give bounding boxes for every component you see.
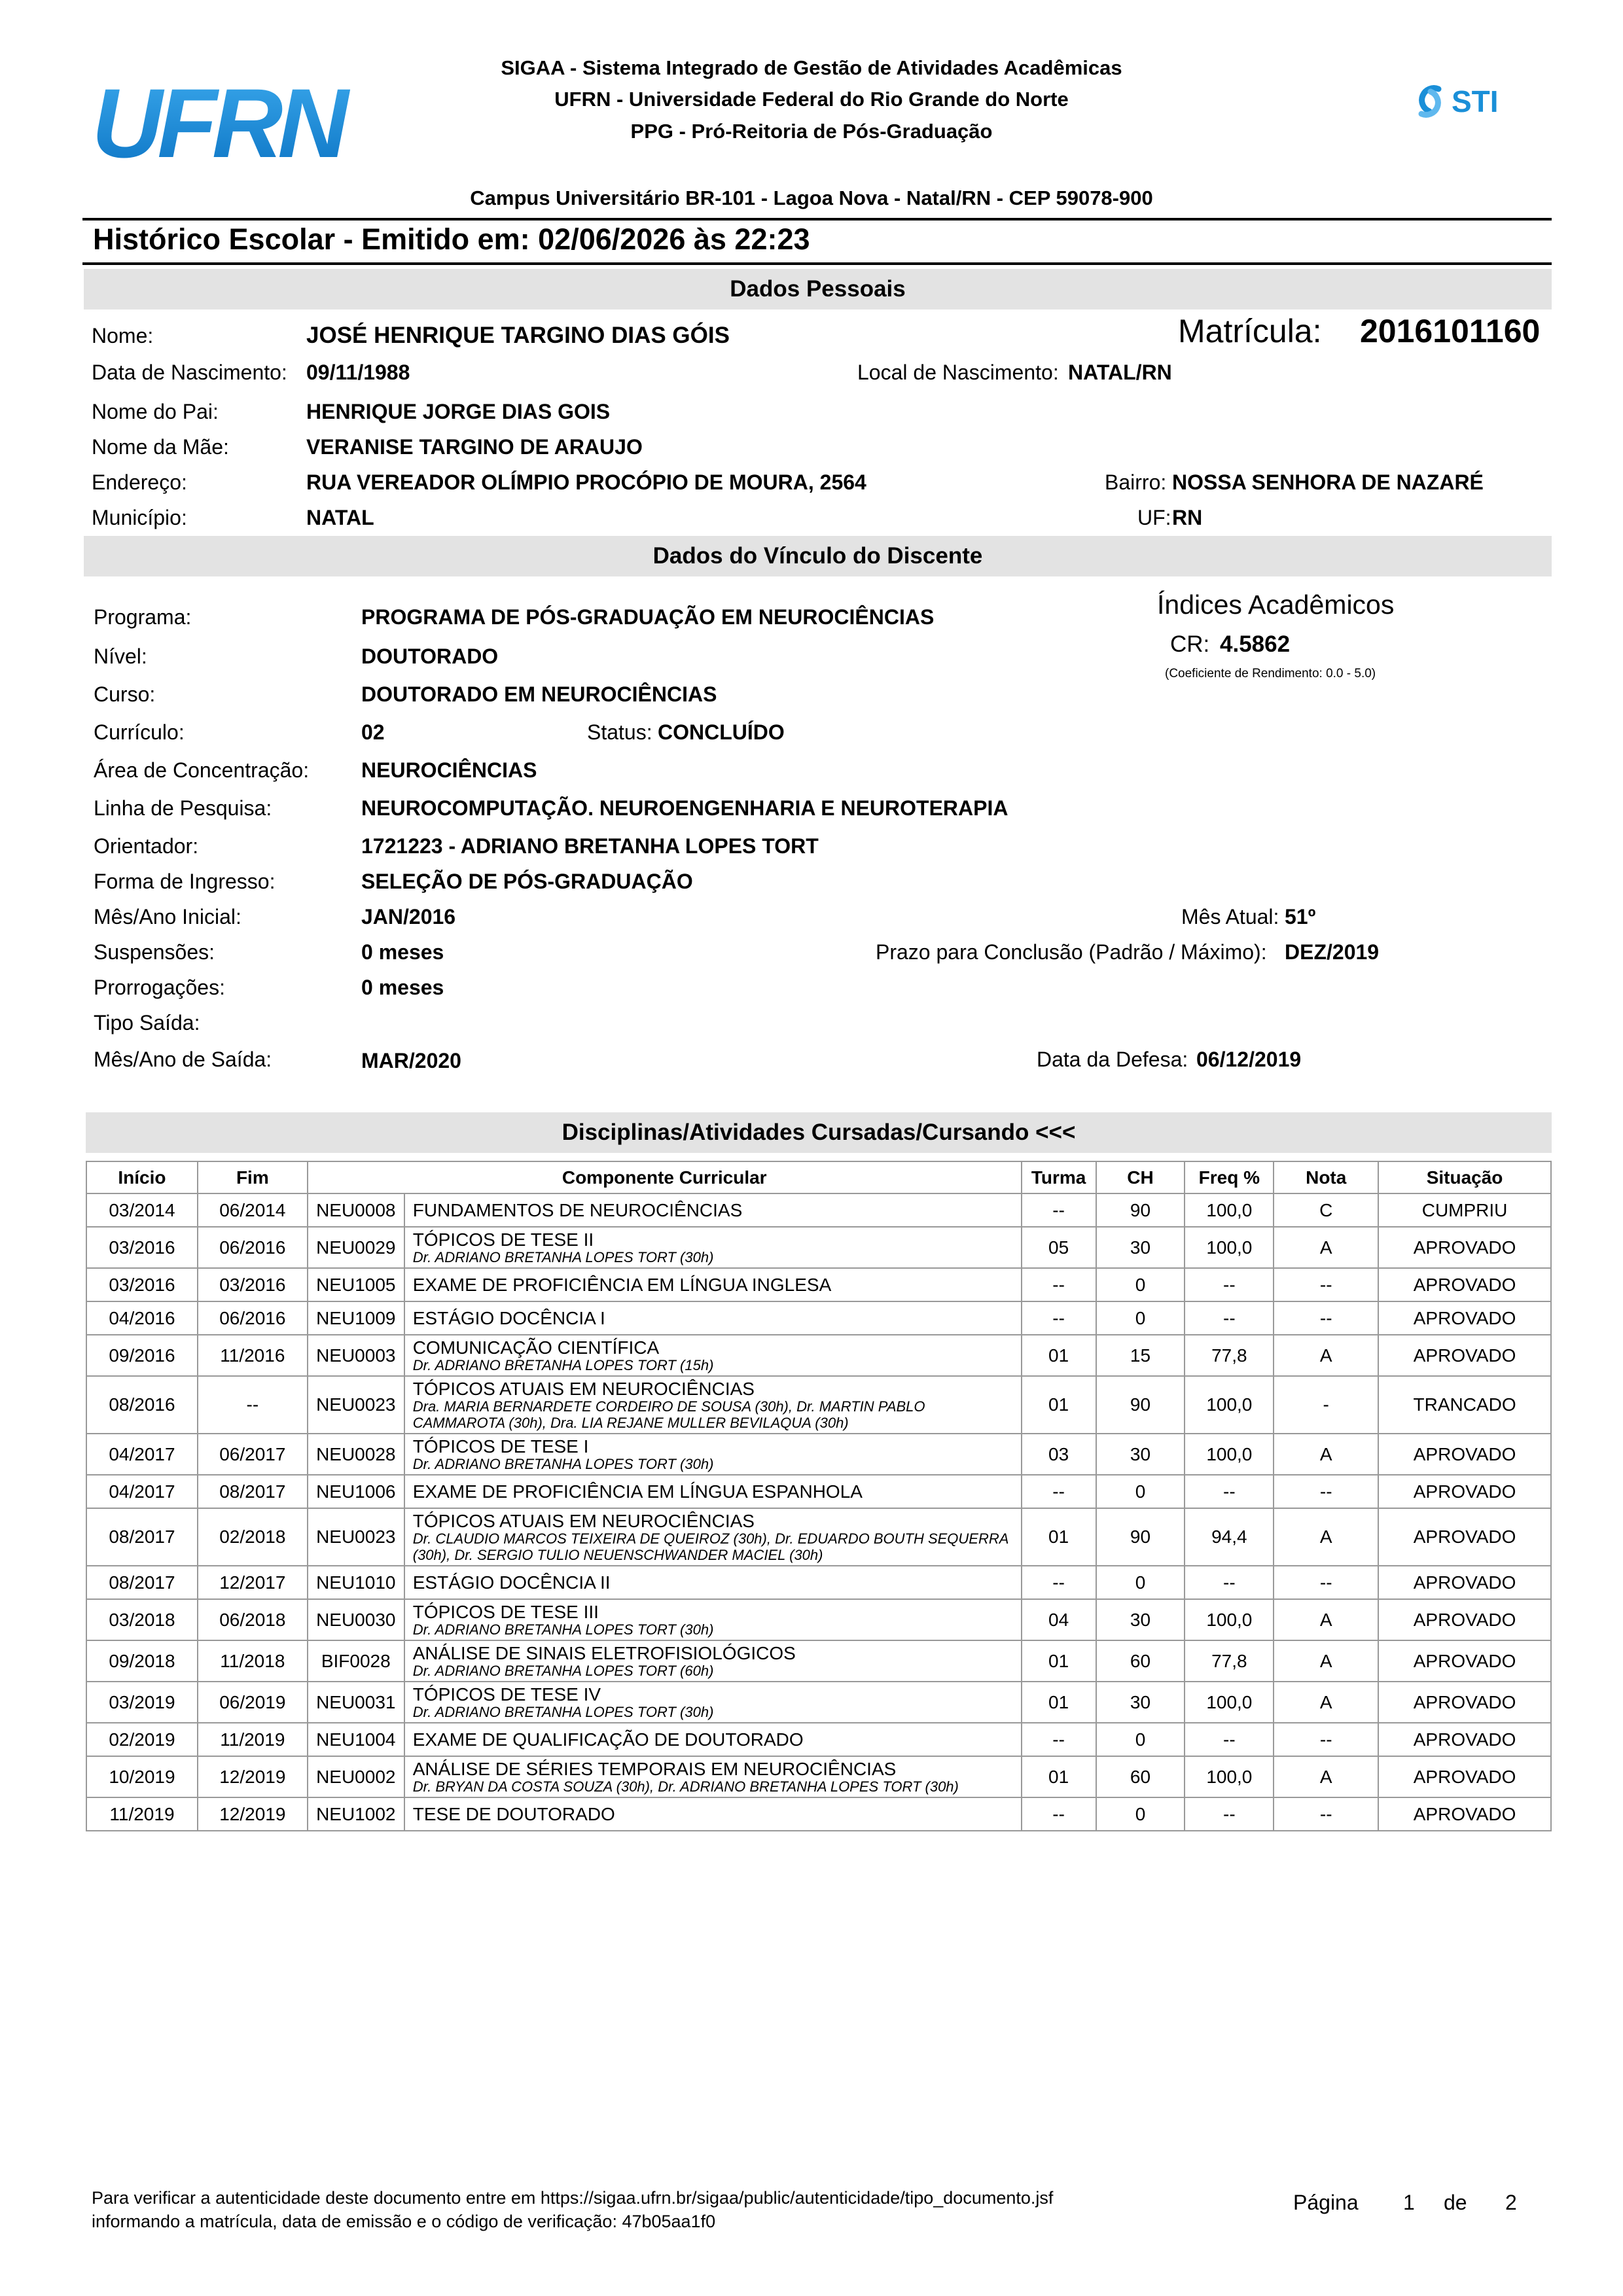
course-code: NEU1002 [308, 1797, 404, 1831]
course-component [404, 1475, 1022, 1508]
col-header-grade: Nota [1274, 1161, 1378, 1193]
course-label: Curso: [94, 682, 156, 706]
table-row [86, 1797, 1551, 1831]
start-date-value: JAN/2016 [361, 905, 456, 928]
course-code: NEU0029 [308, 1227, 404, 1268]
section-courses: Disciplinas/Atividades Cursadas/Cursando <<< [86, 1112, 1552, 1153]
course-grade: A [1274, 1756, 1378, 1797]
header-divider [82, 218, 1552, 221]
table-row [86, 1227, 1551, 1268]
course-attendance: -- [1185, 1475, 1274, 1508]
course-class: 01 [1022, 1640, 1096, 1682]
course-class: -- [1022, 1301, 1096, 1335]
course-class: -- [1022, 1193, 1096, 1227]
col-header-start: Início [86, 1161, 198, 1193]
course-hours: 0 [1096, 1797, 1185, 1831]
course-situation: APROVADO [1378, 1756, 1551, 1797]
page-label: Página [1293, 2191, 1359, 2214]
course-attendance: -- [1185, 1268, 1274, 1301]
course-situation: APROVADO [1378, 1682, 1551, 1723]
course-attendance: 100,0 [1185, 1376, 1274, 1434]
course-end: 12/2017 [198, 1566, 308, 1599]
course-hours: 0 [1096, 1301, 1185, 1335]
header-university-name: UFRN - Universidade Federal do Rio Grande do Norte [554, 88, 1069, 111]
course-name: ESTÁGIO DOCÊNCIA I [412, 1308, 605, 1328]
research-line-label: Linha de Pesquisa: [94, 796, 272, 820]
course-teachers: Dr. ADRIANO BRETANHA LOPES TORT (30h) [412, 1248, 714, 1265]
level-label: Nível: [94, 645, 147, 668]
suspensions-label: Suspensões: [94, 940, 215, 964]
admission-label: Forma de Ingresso: [94, 870, 276, 893]
course-class: -- [1022, 1268, 1096, 1301]
cr-value: 4.5862 [1220, 631, 1291, 657]
table-row [86, 1640, 1551, 1682]
course-hours: 0 [1096, 1566, 1185, 1599]
course-attendance: 77,8 [1185, 1335, 1274, 1376]
course-component [404, 1566, 1022, 1599]
course-start: 04/2017 [86, 1434, 198, 1475]
mother-name: VERANISE TARGINO DE ARAUJO [306, 435, 643, 459]
course-teachers: Dr. ADRIANO BRETANHA LOPES TORT (30h) [412, 1621, 714, 1638]
col-header-end: Fim [198, 1161, 308, 1193]
student-name: JOSÉ HENRIQUE TARGINO DIAS GÓIS [306, 323, 730, 348]
course-attendance: 100,0 [1185, 1756, 1274, 1797]
course-grade: A [1274, 1640, 1378, 1682]
course-name: FUNDAMENTOS DE NEUROCIÊNCIAS [412, 1200, 743, 1220]
course-start: 02/2019 [86, 1723, 198, 1756]
current-month-label: Mês Atual: [1181, 905, 1279, 928]
col-header-component: Componente Curricular [308, 1161, 1022, 1193]
exit-date-label: Mês/Ano de Saída: [94, 1048, 272, 1071]
cr-label: CR: [1170, 631, 1210, 657]
course-code: NEU1005 [308, 1268, 404, 1301]
table-row [86, 1434, 1551, 1475]
course-start: 09/2016 [86, 1335, 198, 1376]
course-grade: -- [1274, 1566, 1378, 1599]
course-attendance: 94,4 [1185, 1508, 1274, 1566]
course-component [404, 1640, 1022, 1682]
course-component [404, 1335, 1022, 1376]
extensions-label: Prorrogações: [94, 976, 225, 999]
course-hours: 30 [1096, 1227, 1185, 1268]
cr-note: (Coeficiente de Rendimento: 0.0 - 5.0) [1165, 667, 1376, 680]
course-hours: 15 [1096, 1335, 1185, 1376]
course-component [404, 1723, 1022, 1756]
extensions-value: 0 meses [361, 976, 444, 999]
page-of-label: de [1444, 2191, 1467, 2214]
course-code: BIF0028 [308, 1640, 404, 1682]
concentration-area-value: NEUROCIÊNCIAS [361, 758, 537, 782]
course-component [404, 1599, 1022, 1640]
address-value: RUA VEREADOR OLÍMPIO PROCÓPIO DE MOURA, 2564 [306, 470, 866, 494]
course-name: ANÁLISE DE SÉRIES TEMPORAIS EM NEUROCIÊNCIAS [412, 1758, 897, 1779]
table-row [86, 1301, 1551, 1335]
course-name: TÓPICOS DE TESE II [412, 1229, 594, 1250]
course-grade: A [1274, 1227, 1378, 1268]
course-code: NEU0030 [308, 1599, 404, 1640]
verification-line-2: informando a matrícula, data de emissão e o código de verificação: 47b05aa1f0 [92, 2212, 716, 2231]
course-start: 09/2018 [86, 1640, 198, 1682]
course-teachers: Dr. ADRIANO BRETANHA LOPES TORT (30h) [412, 1703, 714, 1720]
status-value: CONCLUÍDO [658, 720, 785, 744]
course-name: TÓPICOS DE TESE IV [412, 1684, 601, 1704]
father-label: Nome do Pai: [92, 400, 219, 423]
course-class: 01 [1022, 1376, 1096, 1434]
concentration-area-label: Área de Concentração: [94, 758, 310, 782]
academic-indices-title: Índices Acadêmicos [1157, 590, 1395, 620]
course-teachers: Dr. CLAUDIO MARCOS TEIXEIRA DE QUEIROZ (30h), Dr. EDUARDO BOUTH SEQUERRA (30h), Dr. SERGIO TULIO NEUENSCHWANDER MACIEL (30h) [412, 1530, 1008, 1563]
course-component [404, 1508, 1022, 1566]
table-row [86, 1475, 1551, 1508]
course-grade: -- [1274, 1268, 1378, 1301]
father-name: HENRIQUE JORGE DIAS GOIS [306, 400, 611, 423]
state-label: UF: [1137, 506, 1171, 529]
course-class: 04 [1022, 1599, 1096, 1640]
birth-date-label: Data de Nascimento: [92, 361, 287, 384]
course-class: 03 [1022, 1434, 1096, 1475]
course-start: 08/2017 [86, 1566, 198, 1599]
course-class: 01 [1022, 1682, 1096, 1723]
name-label: Nome: [92, 324, 154, 347]
course-component [404, 1756, 1022, 1797]
course-situation: APROVADO [1378, 1301, 1551, 1335]
course-component [404, 1376, 1022, 1434]
page-number: 1 [1403, 2191, 1415, 2214]
course-end: 11/2016 [198, 1335, 308, 1376]
course-start: 10/2019 [86, 1756, 198, 1797]
course-situation: APROVADO [1378, 1434, 1551, 1475]
status-label: Status: [587, 720, 652, 744]
course-teachers: Dr. ADRIANO BRETANHA LOPES TORT (60h) [412, 1662, 714, 1679]
course-class: -- [1022, 1723, 1096, 1756]
course-hours: 60 [1096, 1640, 1185, 1682]
course-grade: -- [1274, 1475, 1378, 1508]
course-hours: 90 [1096, 1193, 1185, 1227]
course-situation: APROVADO [1378, 1335, 1551, 1376]
research-line-value: NEUROCOMPUTAÇÃO. NEUROENGENHARIA E NEUROTERAPIA [361, 796, 1008, 820]
course-attendance: 100,0 [1185, 1599, 1274, 1640]
admission-value: SELEÇÃO DE PÓS-GRADUAÇÃO [361, 870, 693, 893]
course-start: 03/2018 [86, 1599, 198, 1640]
course-start: 04/2017 [86, 1475, 198, 1508]
course-name: EXAME DE PROFICIÊNCIA EM LÍNGUA ESPANHOLA [412, 1481, 863, 1502]
course-name: ANÁLISE DE SINAIS ELETROFISIOLÓGICOS [412, 1642, 796, 1663]
curriculum-label: Currículo: [94, 720, 185, 744]
course-name: EXAME DE PROFICIÊNCIA EM LÍNGUA INGLESA [412, 1275, 832, 1295]
defense-date-label: Data da Defesa: [1037, 1048, 1188, 1071]
city-value: NATAL [306, 506, 374, 529]
course-hours: 30 [1096, 1682, 1185, 1723]
course-end: 11/2018 [198, 1640, 308, 1682]
table-row [86, 1723, 1551, 1756]
col-header-attendance: Freq % [1185, 1161, 1274, 1193]
course-start: 08/2016 [86, 1376, 198, 1434]
course-situation: APROVADO [1378, 1640, 1551, 1682]
section-personal-data: Dados Pessoais [84, 269, 1552, 309]
course-component [404, 1227, 1022, 1268]
course-value: DOUTORADO EM NEUROCIÊNCIAS [361, 682, 717, 706]
table-row [86, 1268, 1551, 1301]
exit-type-label: Tipo Saída: [94, 1011, 200, 1034]
course-situation: TRANCADO [1378, 1376, 1551, 1434]
col-header-class: Turma [1022, 1161, 1096, 1193]
course-grade: - [1274, 1376, 1378, 1434]
course-start: 11/2019 [86, 1797, 198, 1831]
course-component [404, 1301, 1022, 1335]
course-class: -- [1022, 1475, 1096, 1508]
course-teachers: Dr. ADRIANO BRETANHA LOPES TORT (15h) [412, 1356, 714, 1373]
course-situation: APROVADO [1378, 1508, 1551, 1566]
course-situation: CUMPRIU [1378, 1193, 1551, 1227]
course-grade: -- [1274, 1797, 1378, 1831]
header-system-name: SIGAA - Sistema Integrado de Gestão de Atividades Acadêmicas [501, 56, 1122, 79]
course-start: 08/2017 [86, 1508, 198, 1566]
course-end: 12/2019 [198, 1797, 308, 1831]
course-teachers: Dr. BRYAN DA COSTA SOUZA (30h), Dr. ADRIANO BRETANHA LOPES TORT (30h) [412, 1778, 959, 1795]
course-hours: 90 [1096, 1376, 1185, 1434]
sti-logo-text: STI [1452, 84, 1499, 118]
course-start: 03/2016 [86, 1268, 198, 1301]
suspensions-value: 0 meses [361, 940, 444, 964]
matricula-label: Matrícula: [1178, 313, 1322, 349]
course-class: 01 [1022, 1335, 1096, 1376]
course-name: COMUNICAÇÃO CIENTÍFICA [412, 1337, 660, 1358]
course-hours: 30 [1096, 1434, 1185, 1475]
table-row [86, 1508, 1551, 1566]
course-hours: 0 [1096, 1723, 1185, 1756]
deadline-label: Prazo para Conclusão (Padrão / Máximo): [876, 940, 1267, 964]
course-start: 04/2016 [86, 1301, 198, 1335]
address-label: Endereço: [92, 470, 187, 494]
course-attendance: 100,0 [1185, 1434, 1274, 1475]
course-component [404, 1797, 1022, 1831]
document-title: Histórico Escolar - Emitido em: 02/06/2026 às 22:23 [93, 222, 810, 256]
course-code: NEU0023 [308, 1376, 404, 1434]
course-end: 06/2018 [198, 1599, 308, 1640]
course-hours: 90 [1096, 1508, 1185, 1566]
course-grade: A [1274, 1682, 1378, 1723]
course-end: 08/2017 [198, 1475, 308, 1508]
course-grade: A [1274, 1434, 1378, 1475]
birth-place-label: Local de Nascimento: [857, 361, 1059, 384]
course-attendance: 77,8 [1185, 1640, 1274, 1682]
course-end: 06/2016 [198, 1301, 308, 1335]
course-end: 06/2016 [198, 1227, 308, 1268]
table-row [86, 1756, 1551, 1797]
course-name: TÓPICOS DE TESE I [412, 1436, 589, 1457]
course-end: 12/2019 [198, 1756, 308, 1797]
verification-line-1: Para verificar a autenticidade deste documento entre em https://sigaa.ufrn.br/sigaa/public/autenticidade/tipo_documento.jsf [92, 2188, 1054, 2208]
birth-place-value: NATAL/RN [1068, 361, 1172, 384]
course-code: NEU1004 [308, 1723, 404, 1756]
course-situation: APROVADO [1378, 1723, 1551, 1756]
course-attendance: 100,0 [1185, 1227, 1274, 1268]
course-grade: -- [1274, 1301, 1378, 1335]
course-code: NEU0023 [308, 1508, 404, 1566]
program-value: PROGRAMA DE PÓS-GRADUAÇÃO EM NEUROCIÊNCIAS [361, 605, 935, 629]
curriculum-value: 02 [361, 720, 385, 744]
defense-date-value: 06/12/2019 [1196, 1048, 1302, 1071]
course-code: NEU0008 [308, 1193, 404, 1227]
course-situation: APROVADO [1378, 1797, 1551, 1831]
title-divider [82, 262, 1552, 265]
course-class: 01 [1022, 1508, 1096, 1566]
course-component [404, 1193, 1022, 1227]
start-date-label: Mês/Ano Inicial: [94, 905, 241, 928]
neighborhood-label: Bairro: [1105, 470, 1167, 494]
course-component [404, 1268, 1022, 1301]
course-attendance: -- [1185, 1797, 1274, 1831]
courses-table [86, 1161, 1552, 1831]
level-value: DOUTORADO [361, 645, 499, 668]
svg-text:UFRN: UFRN [92, 86, 344, 165]
course-name: ESTÁGIO DOCÊNCIA II [412, 1572, 611, 1593]
program-label: Programa: [94, 605, 192, 629]
course-situation: APROVADO [1378, 1475, 1551, 1508]
course-end: 03/2016 [198, 1268, 308, 1301]
course-code: NEU0028 [308, 1434, 404, 1475]
course-class: -- [1022, 1566, 1096, 1599]
course-name: TÓPICOS DE TESE III [412, 1601, 599, 1622]
course-situation: APROVADO [1378, 1566, 1551, 1599]
table-row [86, 1376, 1551, 1434]
course-attendance: -- [1185, 1301, 1274, 1335]
course-hours: 60 [1096, 1756, 1185, 1797]
table-header-row [86, 1161, 1551, 1193]
page-total: 2 [1505, 2191, 1517, 2214]
course-name: TÓPICOS ATUAIS EM NEUROCIÊNCIAS [412, 1510, 755, 1531]
course-end: -- [198, 1376, 308, 1434]
table-row [86, 1335, 1551, 1376]
course-attendance: 100,0 [1185, 1682, 1274, 1723]
sti-logo [1412, 82, 1499, 120]
deadline-value: DEZ/2019 [1285, 940, 1380, 964]
course-situation: APROVADO [1378, 1227, 1551, 1268]
course-attendance: -- [1185, 1566, 1274, 1599]
state-value: RN [1172, 506, 1203, 529]
course-name: EXAME DE QUALIFICAÇÃO DE DOUTORADO [412, 1729, 804, 1750]
course-end: 06/2017 [198, 1434, 308, 1475]
course-hours: 0 [1096, 1268, 1185, 1301]
table-row [86, 1566, 1551, 1599]
course-start: 03/2014 [86, 1193, 198, 1227]
sti-swirl-icon [1412, 82, 1446, 120]
course-start: 03/2016 [86, 1227, 198, 1268]
course-code: NEU0002 [308, 1756, 404, 1797]
course-situation: APROVADO [1378, 1268, 1551, 1301]
course-component [404, 1682, 1022, 1723]
current-month-value: 51º [1285, 905, 1316, 928]
course-grade: -- [1274, 1723, 1378, 1756]
section-enrollment-data: Dados do Vínculo do Discente [84, 536, 1552, 576]
advisor-label: Orientador: [94, 834, 199, 858]
course-situation: APROVADO [1378, 1599, 1551, 1640]
course-teachers: Dra. MARIA BERNARDETE CORDEIRO DE SOUSA (30h), Dr. MARTIN PABLO CAMMAROTA (30h), Dra. LIA REJANE MULLER BEVILAQUA (30h) [412, 1398, 925, 1431]
col-header-hours: CH [1096, 1161, 1185, 1193]
course-hours: 0 [1096, 1475, 1185, 1508]
course-grade: A [1274, 1335, 1378, 1376]
course-grade: C [1274, 1193, 1378, 1227]
course-class: 01 [1022, 1756, 1096, 1797]
course-end: 06/2014 [198, 1193, 308, 1227]
course-class: 05 [1022, 1227, 1096, 1268]
course-class: -- [1022, 1797, 1096, 1831]
course-code: NEU1009 [308, 1301, 404, 1335]
course-end: 11/2019 [198, 1723, 308, 1756]
course-end: 06/2019 [198, 1682, 308, 1723]
course-teachers: Dr. ADRIANO BRETANHA LOPES TORT (30h) [412, 1455, 714, 1472]
matricula-value: 2016101160 [1360, 313, 1541, 349]
course-end: 02/2018 [198, 1508, 308, 1566]
table-row [86, 1599, 1551, 1640]
campus-address: Campus Universitário BR-101 - Lagoa Nova - Natal/RN - CEP 59078-900 [470, 186, 1153, 209]
course-start: 03/2019 [86, 1682, 198, 1723]
course-code: NEU1010 [308, 1566, 404, 1599]
course-hours: 30 [1096, 1599, 1185, 1640]
table-row [86, 1193, 1551, 1227]
course-name: TESE DE DOUTORADO [412, 1804, 615, 1824]
course-grade: A [1274, 1599, 1378, 1640]
course-code: NEU1006 [308, 1475, 404, 1508]
neighborhood-value: NOSSA SENHORA DE NAZARÉ [1172, 470, 1484, 494]
verification-note [92, 2186, 1053, 2233]
course-attendance: -- [1185, 1723, 1274, 1756]
course-component [404, 1434, 1022, 1475]
city-label: Município: [92, 506, 187, 529]
table-row [86, 1682, 1551, 1723]
course-name: TÓPICOS ATUAIS EM NEUROCIÊNCIAS [412, 1378, 755, 1399]
col-header-situation: Situação [1378, 1161, 1551, 1193]
course-code: NEU0031 [308, 1682, 404, 1723]
birth-date-value: 09/11/1988 [306, 361, 410, 384]
advisor-value: 1721223 - ADRIANO BRETANHA LOPES TORT [361, 834, 819, 858]
course-code: NEU0003 [308, 1335, 404, 1376]
course-attendance: 100,0 [1185, 1193, 1274, 1227]
header-department-name: PPG - Pró-Reitoria de Pós-Graduação [630, 120, 993, 143]
mother-label: Nome da Mãe: [92, 435, 229, 459]
course-grade: A [1274, 1508, 1378, 1566]
exit-date-value: MAR/2020 [361, 1049, 461, 1072]
